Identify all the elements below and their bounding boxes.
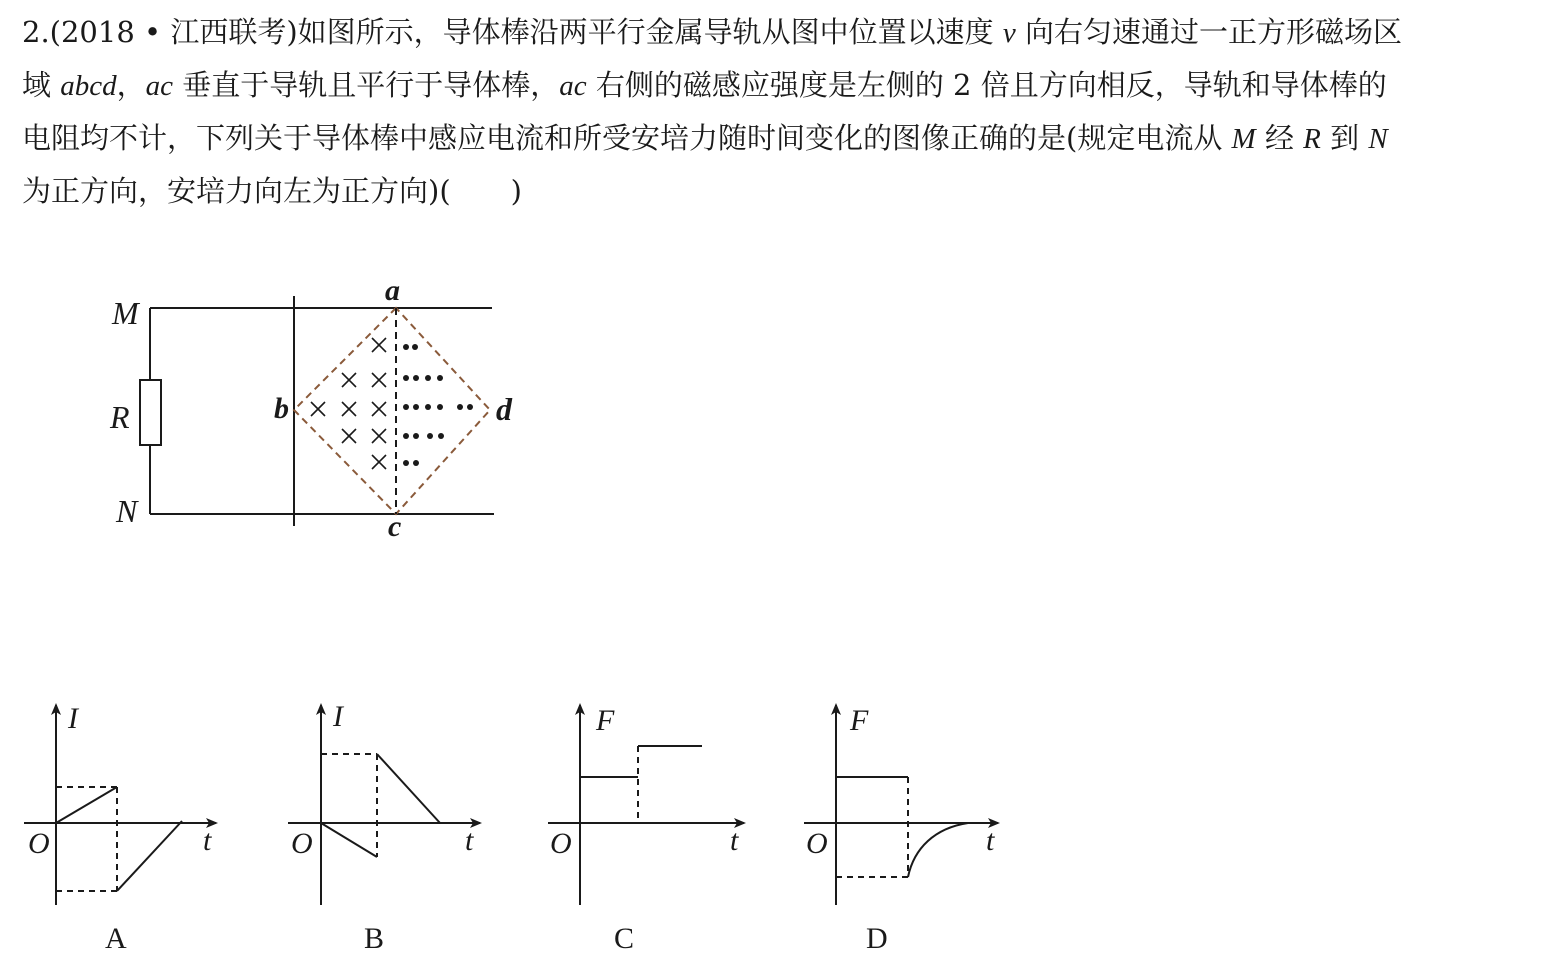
graph-D-decay-curve — [908, 823, 968, 877]
question-line-3: 电阻均不计，下列关于导体棒中感应电流和所受安培力随时间变化的图像正确的是(规定电流从 M 经 R 到 N — [22, 121, 1388, 155]
question-source: (2018 • 江西联考) — [49, 15, 298, 49]
graph-B — [288, 705, 480, 905]
resistor — [140, 380, 161, 445]
dot-mark — [403, 404, 409, 410]
label-b: b — [274, 392, 289, 425]
dot-mark — [438, 433, 444, 439]
graph-A — [24, 705, 216, 905]
question-line-1: 2.(2018 • 江西联考)如图所示，导体棒沿两平行金属导轨从图中位置以速度 v 向右匀速通过一正方形磁场区 — [22, 15, 1402, 49]
graph-B-x-label: t — [465, 824, 474, 857]
dot-mark — [413, 404, 419, 410]
graph-B-second-segment — [377, 754, 440, 823]
graph-A-rising-segment — [56, 787, 117, 823]
dot-mark — [403, 433, 409, 439]
graph-B-y-label: I — [333, 700, 343, 733]
graph-A-x-label: t — [203, 824, 212, 857]
dot-mark — [427, 433, 433, 439]
option-A-letter: A — [105, 922, 127, 955]
dot-mark — [467, 404, 473, 410]
graph-D-origin: O — [806, 827, 828, 860]
option-C-letter: C — [614, 922, 635, 955]
question-line-4: 为正方向，安培力向左为正方向)( ) — [22, 174, 522, 208]
dot-mark — [412, 344, 418, 350]
label-d: d — [496, 391, 512, 427]
graph-C-x-label: t — [730, 824, 739, 857]
graph-B-origin: O — [291, 827, 313, 860]
question-line-2: 域 abcd，ac 垂直于导轨且平行于导体棒，ac 右侧的磁感应强度是左侧的 2 倍且方向相反，导轨和导体棒的 — [22, 68, 1387, 102]
graph-A-second-segment — [117, 821, 182, 891]
option-D-letter: D — [866, 922, 888, 955]
graph-D — [804, 705, 998, 905]
graph-A-origin: O — [28, 827, 50, 860]
label-R: R — [110, 399, 130, 435]
dot-mark — [425, 375, 431, 381]
dot-mark — [437, 375, 443, 381]
dot-mark — [437, 404, 443, 410]
option-B-letter: B — [364, 922, 385, 955]
dot-mark — [457, 404, 463, 410]
label-c: c — [388, 510, 402, 543]
graph-C-origin: O — [550, 827, 572, 860]
label-N: N — [116, 493, 138, 529]
dot-mark — [413, 460, 419, 466]
graph-C-y-label: F — [596, 704, 615, 737]
dot-mark — [413, 375, 419, 381]
graph-C — [548, 705, 744, 905]
dot-mark — [403, 460, 409, 466]
field-out-of-page-marks — [403, 344, 473, 466]
field-into-page-marks — [311, 338, 386, 469]
dot-mark — [403, 375, 409, 381]
square-field-region — [294, 308, 490, 514]
question-number: 2. — [22, 15, 50, 49]
label-M: M — [112, 295, 139, 331]
label-a: a — [385, 274, 400, 307]
graph-D-y-label: F — [850, 704, 869, 737]
dot-mark — [413, 433, 419, 439]
dot-mark — [425, 404, 431, 410]
dot-mark — [403, 344, 409, 350]
graph-A-y-label: I — [68, 702, 78, 735]
graph-D-x-label: t — [986, 824, 995, 857]
graph-B-falling-segment — [321, 823, 377, 857]
